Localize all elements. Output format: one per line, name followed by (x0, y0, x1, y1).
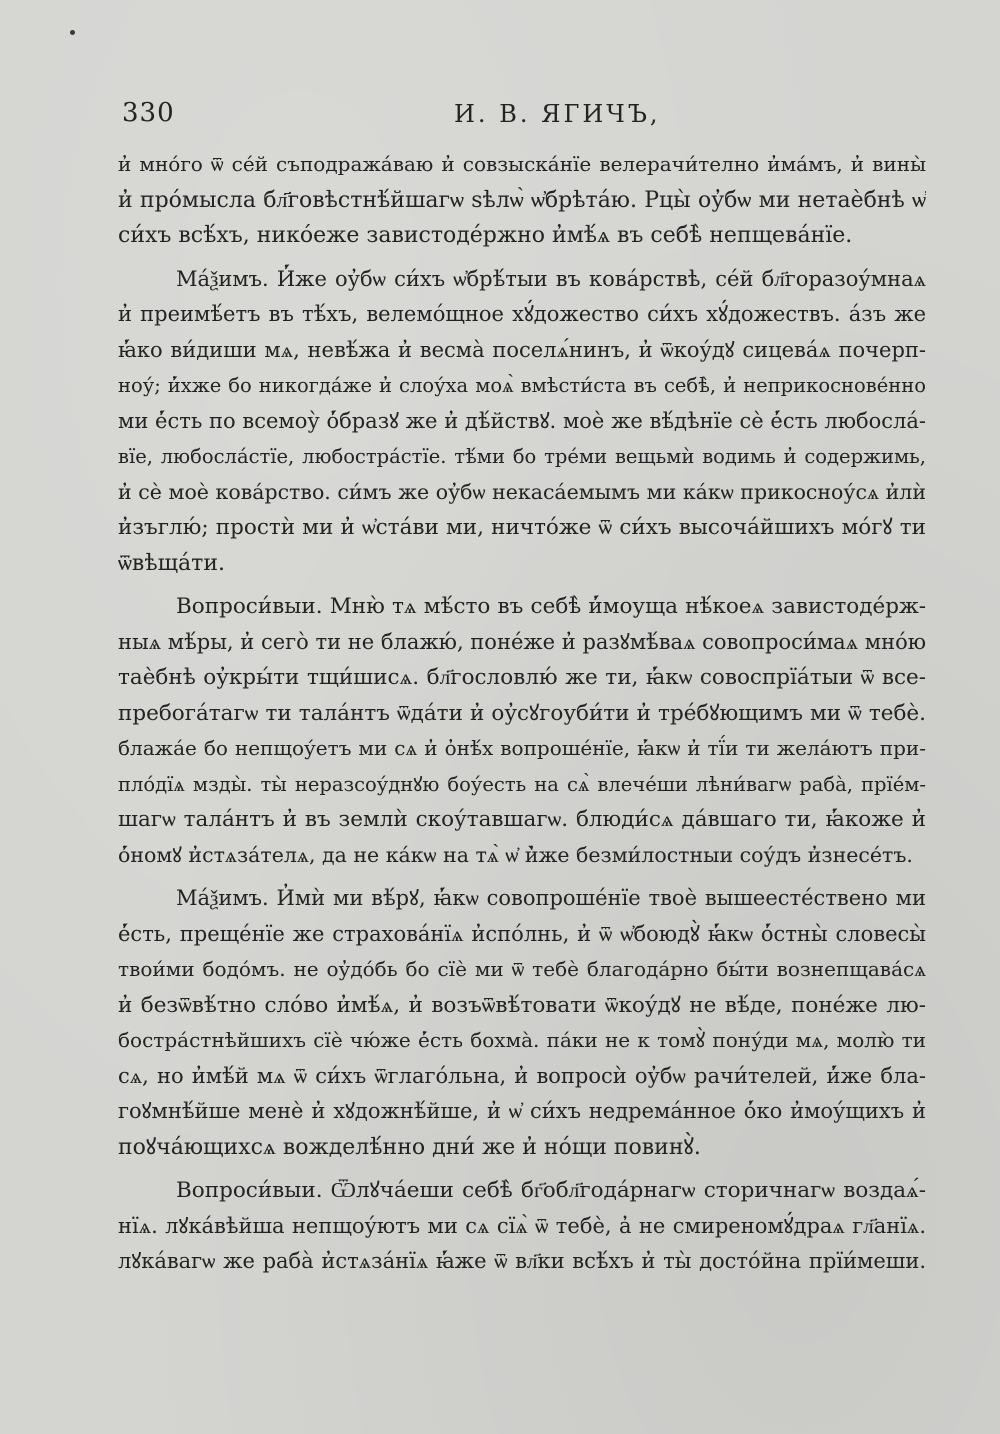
text-line: и̓ мно́го ѿ се́й съподража́ваю и̓ совзыска́нїе велерачи́телно и̓ма́мъ, и̓ вины̀ (118, 152, 926, 176)
paragraph (118, 262, 926, 582)
text-line: гоꙋмнѣ́йше менѐ и̓ хꙋдожнѣ́йше, и̓ ѡ̓ си́хъ недрема́нное о̓́ко и̓моу́щихъ и̓ (118, 1099, 926, 1123)
text-line: Ма́ѯимъ. И̓́же оу̓бѡ си́хъ ѡ̓брѣ́тыи въ кова́рствѣ, се́й бл҃горазоу́мнаѧ (176, 266, 926, 291)
text-line: ныѧ мѣ́ры, и̓ сего̀ ти не блажю́, поне́же и̓ разꙋмѣ́ваѧ совопроси́маѧ мно́ю (118, 629, 926, 654)
text-line: и̓ преимѣ́етъ въ тѣ́хъ, велемо́щное хꙋ́дожество си́хъ хꙋ́дожествъ. а́зъ же (118, 302, 926, 326)
text-line: поꙋча́ющихсѧ вожделѣ́нно дни́ же и̓ но́щи повинꙋ̀. (118, 1134, 701, 1160)
ink-speck (70, 30, 75, 35)
text-line: нїѧ. лꙋка́вѣйша непщоу́ютъ ми сѧ сїѧ̀ ѿ тебѐ, а̓ не смиреномꙋ́драѧ гл҃анїѧ. (118, 1213, 926, 1238)
text-line: лꙋка́вагѡ же раба̀ и̓стѧза́нїѧ ꙗ̓́же ѿ вл҃ки всѣ́хъ и̓ ты̀ досто́йна прїи́меши. (118, 1249, 926, 1273)
text-line: и̓ безѿвѣ́тно сло́во и̓мѣ́ѧ, и̓ возъѿвѣ́товати ѿкоу́дꙋ не вѣ́де, поне́же лю- (118, 992, 926, 1018)
text-line: ѿвѣща́ти. (118, 550, 225, 576)
text-line: Ма́ѯимъ. И̓мѝ ми вѣ́рꙋ, ꙗ̓́кѡ совопроше́нїе твоѐ вышеесте́ствено ми (176, 886, 926, 910)
page-number: 330 (122, 98, 175, 128)
text-line: сѧ, но и̓мѣ́й мѧ ѿ си́хъ ѿглаго́льна, и̓ вопросѝ оу̓бѡ рачи́телей, и̓́же бла- (118, 1063, 926, 1088)
text-line: е̓́сть, преще́нїе же страхова́нїѧ и̓спо́лнь, и̓ ѿ ѡ̓боюдꙋ̀ ꙗ̓́кѡ о̓́стны̀ словесы̀ (118, 921, 926, 946)
text-line: Вопроси́выи. Мню̀ тѧ мѣ́сто въ себѣ̀ и̓́моуща нѣ́коеѧ завистоде́рж- (176, 594, 926, 619)
text-line: си́хъ всѣ́хъ, никóеже завистоде́ржно и̓мѣ́ѧ въ себѣ̀ непщева́нїе. (118, 223, 853, 248)
paragraph (118, 881, 926, 1165)
text-line: ноу́; и̓́хже бо никогда́же и̓ слоу́ха моѧ̀ вмѣсти́ста въ себѣ̀, и̓ неприкоснове́нно (118, 374, 926, 397)
text-line: блажа́е бо непщоу́етъ ми сѧ и̓ о̓нѣ́х вопроше́нїе, ꙗ̓́кѡ и̓ тї́и ти жела́ютъ при- (118, 736, 926, 760)
text-line: пло́дїѧ мзды̀. ты̀ неразсоу́днꙋю боу́есть на сѧ̀ влече́ши лѣни́вагѡ раба̀, прїе́м- (118, 772, 926, 796)
text-line: бостра́стнѣйшихъ сїѐ чю́же е̓́сть бохма̀. па́ки не к томꙋ̀ пону́ди мѧ, молю̀ ти (118, 1028, 926, 1052)
page-header (122, 98, 922, 132)
paragraph (118, 147, 926, 254)
text-line: и̓ про́мысла бл҃говѣстнѣ́йшагѡ ѕѣлѡ̀ ѡ̓брѣта́ю. Рцы̀ оу̓бѡ ми нетаѐбнѣ ѡ̓ (118, 187, 926, 213)
text-line: шагѡ тала́нтъ и̓ въ землѝ скоу́тавшагѡ. блюди́сѧ да́вшаго ти, ꙗ̓́коже и̓ (118, 807, 926, 832)
text-line: ꙗ̓́ко ви́диши мѧ, невѣ́жа и̓ весма̀ поселѧ́нинъ, и̓ ѿкоу́дꙋ сицева́ѧ почерп- (118, 337, 926, 362)
page-body (118, 147, 926, 1280)
text-line: вїе, любосла́стїе, любостра́стїе. тѣ́ми бо тре́ми вещьмѝ водимь и̓ содержимь, (118, 445, 926, 468)
paragraph (118, 1173, 926, 1280)
paragraph (118, 589, 926, 873)
running-title: И. В. ЯГИЧЪ, (454, 100, 661, 128)
text-line: о̓́номꙋ и̓стѧза́телѧ, да не ка́кѡ на тѧ̀ ѡ̓ и̓̀же безми́лостныи соу́дъ и̓знесе́тъ. (118, 842, 913, 867)
text-line: таѐбнѣ оу̓кры́ти тщи́шисѧ. бл҃гословлю́ же ти, ꙗ̓́кѡ совоспрїа́тыи ѿ все- (118, 665, 926, 690)
text-line: и̓ сѐ моѐ кова́рство. си́мъ же оу̓бѡ некаса́емымъ ми ка́кѡ прикосноу́сѧ и̓лѝ (118, 479, 926, 504)
text-line: пребога́тагѡ ти тала́нтъ ѿда́ти и̓ оу̓сꙋгоуби́ти и̓ тре́бꙋющимъ ми ѿ тебѐ. (118, 700, 926, 726)
text-line: Вопроси́выи. Ѿлꙋча́еши себѣ̀ бг҃обл҃года́рнагѡ сторичнагѡ воздаѧ́- (176, 1178, 926, 1203)
text-line: и̓зъглю́; простѝ ми и̓ ѡ̓ста́ви ми, ничто́же ѿ си́хъ высоча́йшихъ мо́гꙋ ти (118, 515, 926, 540)
text-line: ми е̓́сть по всемоу̀ о̓́бразꙋ же и̓ дѣ́йствꙋ. моѐ же вѣ́дѣнїе сѐ е̓́сть любосла́- (118, 408, 926, 433)
text-line: твои́ми бодо́мъ. не оу̓до́бь бо сїѐ ми ѿ тебѐ благода́рно бы́ти вознепщава́сѧ (118, 957, 926, 981)
